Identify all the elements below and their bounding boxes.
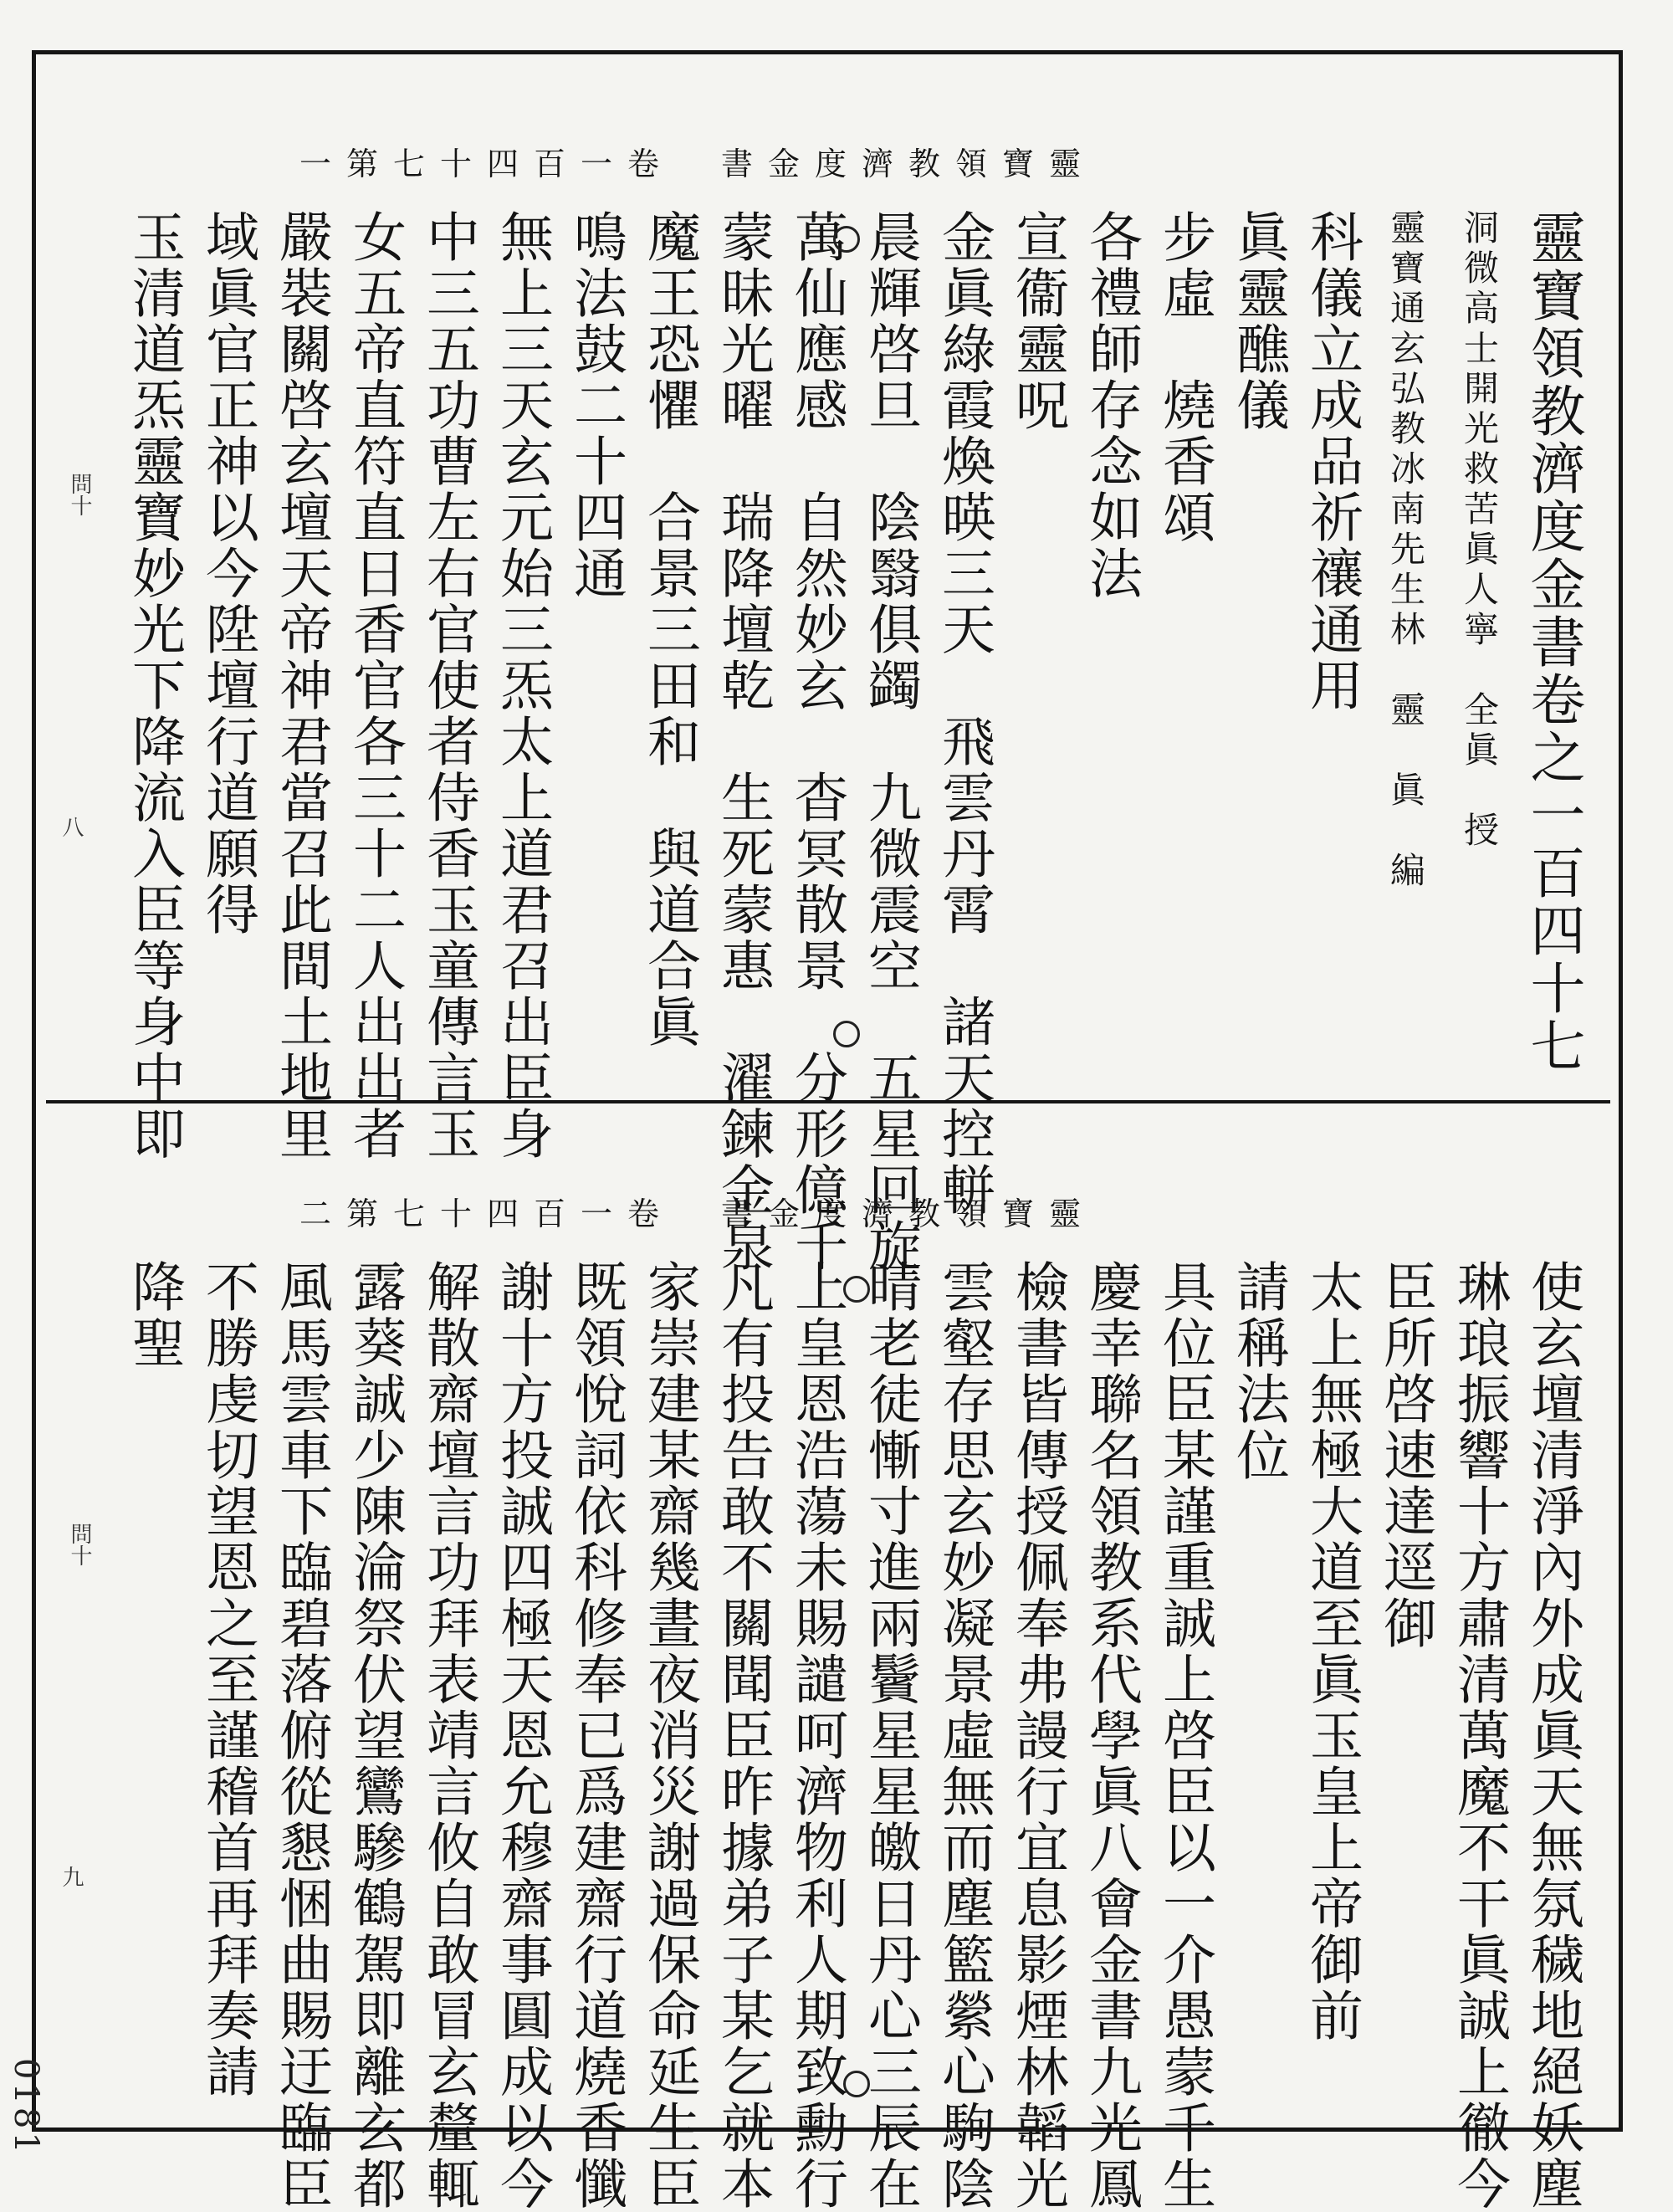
text-column: 步虛 燒香頌: [1154, 209, 1215, 545]
text-column: 慶幸聯名領教系代學眞八會金書九光鳳: [1080, 1259, 1142, 2212]
text-column: 科儀立成品祈禳通用: [1301, 209, 1363, 714]
text-columns-bottom: [46, 1259, 1589, 2212]
running-head-top: 靈寶領教濟度金書 卷一百四十七第一: [299, 146, 1096, 182]
text-column: 女五帝直符直日香官各三十二人出出者: [344, 209, 406, 1162]
text-column: 金眞綠霞煥暎三天 飛雲丹霄 諸天控軿: [933, 209, 995, 1218]
text-column: 請稱法位: [1227, 1259, 1289, 1483]
bottom-page: [46, 1121, 1606, 2212]
text-column: 靈寶領教濟度金書卷之一百四十七: [1521, 209, 1585, 1075]
text-column: 臣所啓速達逕御: [1374, 1259, 1436, 1651]
text-column: 琳琅振響十方肅清萬魔不干眞誠上徹今: [1448, 1259, 1510, 2212]
text-column: 露葵誠少陳淪祭伏望鸞驂鶴駕即離玄都: [344, 1259, 406, 2212]
text-column: 上皇恩浩蕩未賜譴呵濟物利人期致勳行: [785, 1259, 847, 2212]
text-column: 降聖: [123, 1259, 185, 1371]
running-head-bottom: 靈寶領教濟度金書 卷一百四十七第二: [299, 1196, 1096, 1232]
text-column: 無上三天玄元始三炁太上道君召出臣身: [491, 209, 553, 1162]
text-column: 不勝虔切望恩之至謹稽首再拜奏請: [197, 1259, 258, 2100]
text-column: 凡有投告敢不關聞臣昨據弟子某乞就本: [712, 1259, 774, 2212]
text-column: 域眞官正神以今陞壇行道願得: [197, 209, 258, 938]
text-column: 太上無極大道至眞玉皇上帝御前: [1301, 1259, 1363, 2044]
circle-mark-icon: [833, 1021, 860, 1047]
text-column: 既領悅詞依科修奉已爲建齋行道燒香懺: [565, 1259, 627, 2212]
margin-note-top: 問十: [67, 473, 92, 516]
text-column: 晨輝啓旦 陰翳俱蠲 九微震空 五星回旋: [859, 209, 921, 1274]
side-page-number: 0181: [7, 2058, 45, 2157]
text-column: 謝十方投誠四極天恩允穆齋事圓成以今: [491, 1259, 553, 2212]
folio-bottom: 九: [59, 1866, 84, 1887]
text-column: 具位臣某謹重誠上啓臣以一介愚蒙千生: [1154, 1259, 1215, 2212]
circle-mark-icon: [843, 1276, 870, 1303]
text-column: 眞靈醮儀: [1227, 209, 1289, 433]
margin-note-bottom: 問十: [67, 1523, 92, 1566]
text-column: 家崇建某齋幾晝夜消災謝過保命延生臣: [638, 1259, 700, 2212]
text-column: 嚴裝關啓玄壇天帝神君當召此間土地里: [270, 209, 332, 1162]
text-column: 宣衞靈呪: [1006, 209, 1068, 433]
folio-top: 八: [59, 816, 84, 837]
text-column: 使玄壇清淨內外成眞天無氛穢地絕妖塵: [1522, 1259, 1583, 2212]
text-column: 晴老徒慚寸進兩鬢星星皦日丹心三辰在: [859, 1259, 921, 2212]
text-column: 風馬雲車下臨碧落俯從懇悃曲賜迂臨臣: [270, 1259, 332, 2212]
text-column: 靈寶通玄弘教冰南先生林 靈 眞 編: [1385, 209, 1426, 892]
text-column: 鳴法鼓二十四通: [565, 209, 627, 602]
circle-mark-icon: [843, 2071, 870, 2097]
circle-mark-icon: [833, 226, 860, 253]
text-column: 玉清道炁靈寶妙光下降流入臣等身中即: [123, 209, 185, 1162]
text-column: 魔王恐懼 合景三田和 與道合眞: [638, 209, 700, 1050]
text-column: 各禮師存念如法: [1080, 209, 1142, 602]
text-column: 解散齋壇言功拜表靖言攸自敢冒玄釐輒: [417, 1259, 479, 2212]
text-column: 檢書皆傳授佩奉弗謾行宜息影煙林韜光: [1006, 1259, 1068, 2212]
text-column: 蒙昧光曜 瑞降壇乾 生死蒙惠 濯鍊金泉: [712, 209, 774, 1274]
text-column: 中三五功曹左右官使者侍香玉童傳言玉: [417, 209, 479, 1162]
text-column: 雲壑存思玄妙凝景虛無而塵籃縈心駒陰: [933, 1259, 995, 2212]
text-column: 洞微高士開光救苦眞人寧 全眞 授: [1459, 209, 1500, 852]
text-column: 萬仙應感 自然妙玄 杳冥散景 分形億千: [785, 209, 847, 1274]
